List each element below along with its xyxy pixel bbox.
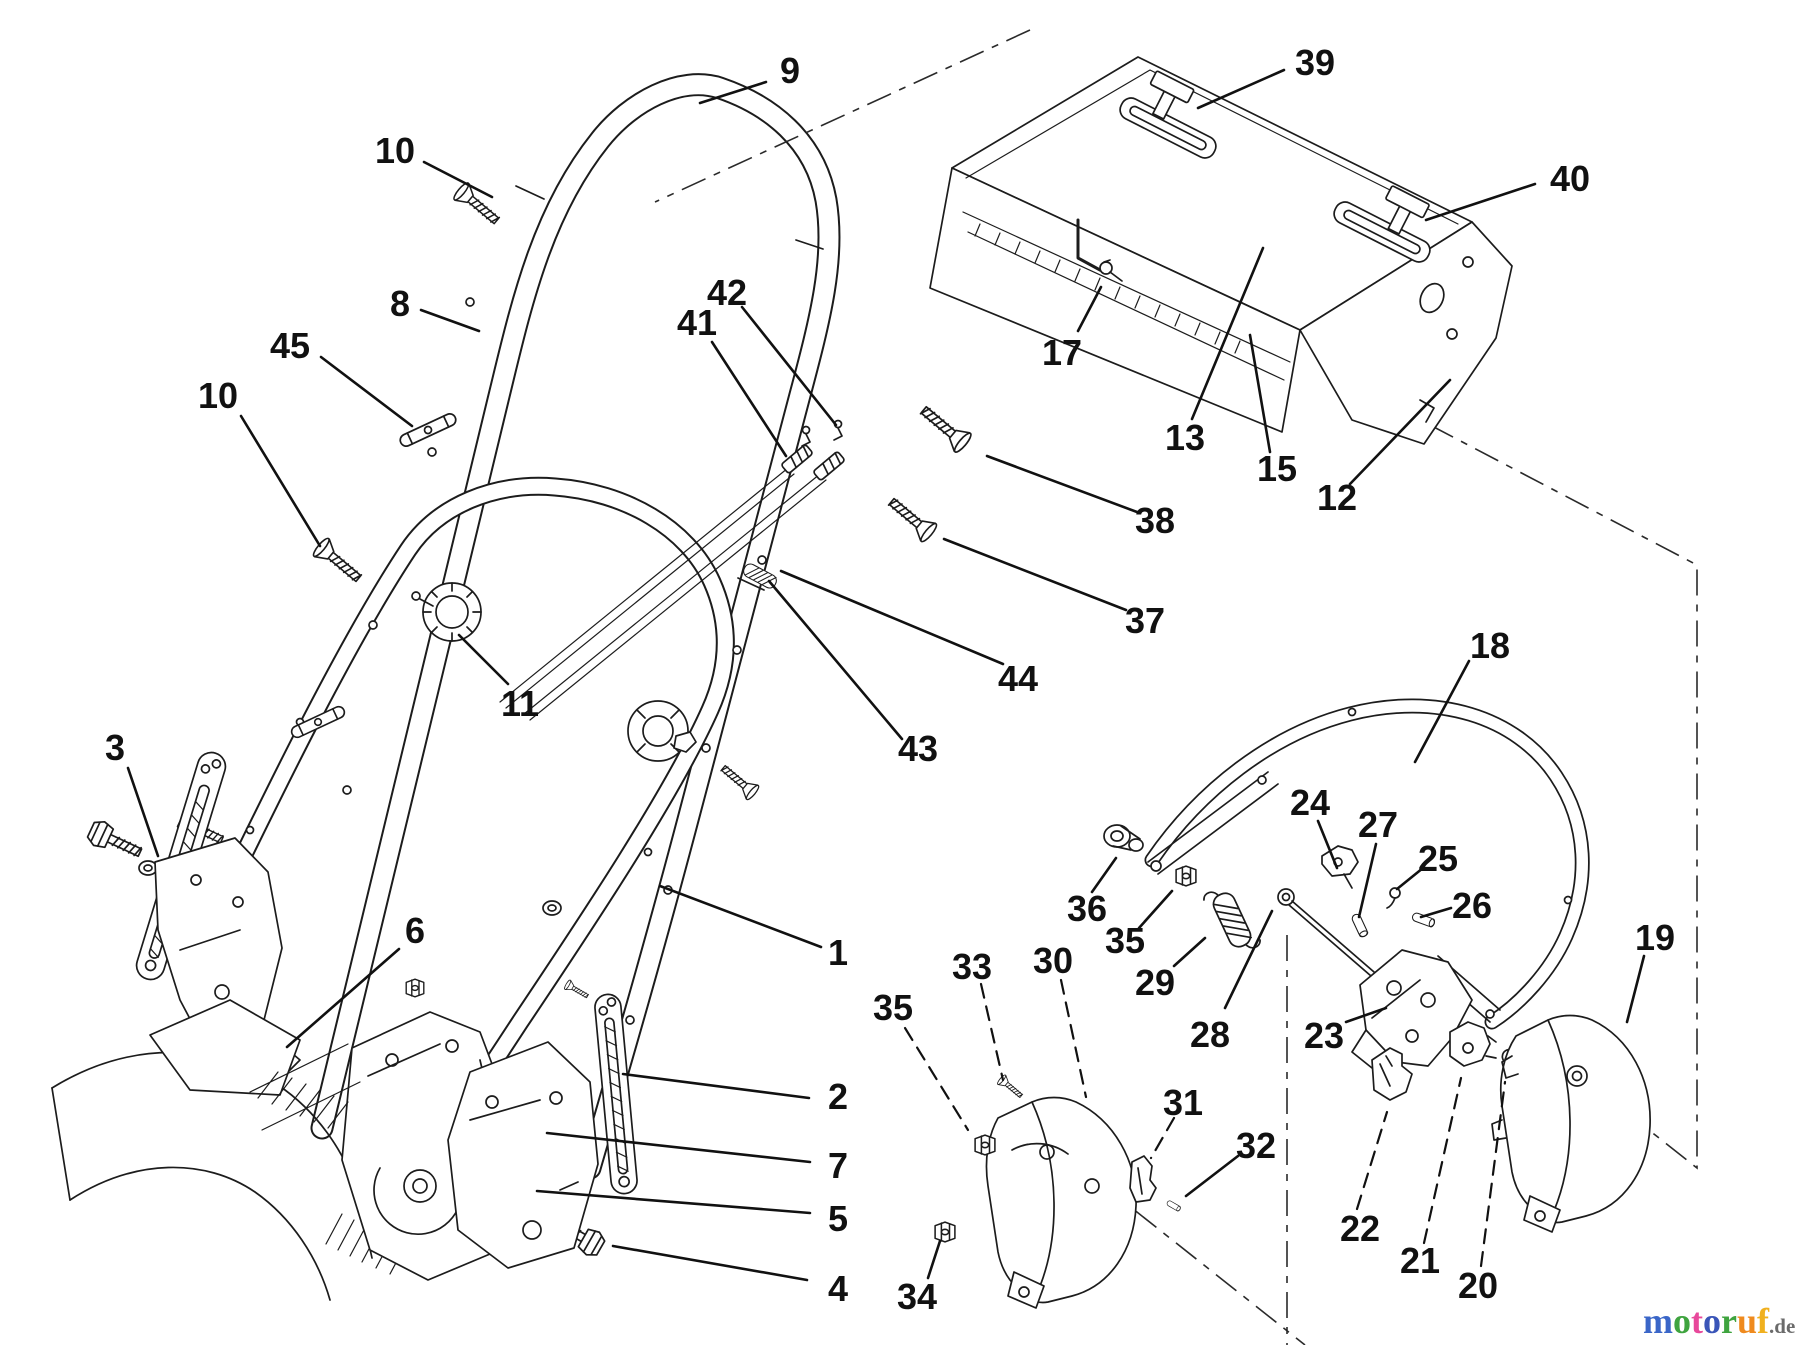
part-label-39: 39 (1294, 42, 1336, 83)
deck-mount-bracket-left (150, 838, 300, 1095)
leader-line-22 (1357, 1112, 1387, 1209)
part-label-12: 12 (1316, 477, 1358, 518)
screw-small-leg (564, 979, 591, 1001)
part-label-27: 27 (1357, 804, 1399, 845)
part-label-1: 1 (827, 932, 849, 973)
part-label-3: 3 (104, 727, 126, 768)
part-label-9: 9 (779, 50, 801, 91)
part-label-40: 40 (1549, 158, 1591, 199)
part-label-35-left: 35 (872, 987, 914, 1028)
screw-37 (884, 493, 938, 544)
part-label-2: 2 (827, 1076, 849, 1117)
leader-line-21 (1424, 1078, 1461, 1243)
leader-line-27 (1359, 844, 1376, 917)
part-label-36: 36 (1066, 888, 1108, 929)
leader-line-31 (1151, 1118, 1174, 1158)
part-label-21: 21 (1399, 1240, 1441, 1281)
clamp-45-upper (398, 412, 457, 448)
bolt-strap3-a (85, 818, 145, 864)
part-label-35-right: 35 (1104, 920, 1146, 961)
leader-line-40 (1426, 184, 1535, 220)
leader-line-43 (769, 581, 902, 739)
control-cables (500, 421, 845, 721)
part-label-24: 24 (1289, 782, 1331, 823)
part-label-19: 19 (1634, 917, 1676, 958)
part-label-8: 8 (389, 283, 411, 324)
handle-knob-ring (628, 701, 696, 761)
part-label-43: 43 (897, 728, 939, 769)
leader-line-26 (1421, 908, 1451, 917)
part-label-18: 18 (1469, 625, 1511, 666)
part-label-37: 37 (1124, 600, 1166, 641)
part-label-38: 38 (1134, 500, 1176, 541)
leader-line-38 (987, 456, 1137, 512)
part-label-15: 15 (1256, 448, 1298, 489)
part-label-34: 34 (896, 1276, 938, 1317)
part-label-22: 22 (1339, 1208, 1381, 1249)
leader-line-39 (1198, 70, 1284, 108)
part-label-42: 42 (706, 272, 748, 313)
cable-fitting-42 (813, 451, 845, 481)
part-label-45: 45 (269, 325, 311, 366)
leader-line-32 (1186, 1156, 1238, 1196)
nut-35-right (1176, 866, 1196, 886)
control-console-box (930, 57, 1512, 444)
part-label-26: 26 (1451, 885, 1493, 926)
leader-line-2 (623, 1074, 809, 1098)
lower-handle-18 (1148, 706, 1582, 1022)
part-label-17: 17 (1041, 332, 1083, 373)
leader-line-3 (128, 768, 158, 856)
part-label-41: 41 (676, 302, 718, 343)
leader-line-19 (1627, 956, 1644, 1022)
part-label-4: 4 (827, 1268, 849, 1309)
pin-32 (1166, 1200, 1181, 1212)
leader-line-35-left (905, 1028, 968, 1130)
screw-mid-handle (717, 761, 760, 801)
latch-24 (1322, 846, 1358, 888)
part-label-11: 11 (500, 683, 540, 724)
leader-line-37 (944, 539, 1126, 610)
leader-line-45 (321, 357, 412, 426)
bushing-36 (1104, 825, 1143, 851)
part-label-25: 25 (1417, 838, 1459, 879)
leader-line-44 (781, 571, 1003, 664)
leader-line-36 (1092, 858, 1116, 892)
nut-strap (406, 979, 424, 997)
pin-25 (1387, 888, 1400, 908)
part-label-23: 23 (1303, 1015, 1345, 1056)
handle-knob-11 (412, 583, 481, 641)
watermark-logo: motoruf.de (1643, 1301, 1796, 1341)
nut-35-left (975, 1135, 995, 1155)
spring-29 (1202, 881, 1262, 958)
lever-31 (1130, 1156, 1156, 1202)
screw-33 (996, 1074, 1025, 1101)
leader-line-8 (421, 310, 479, 331)
leader-line-30 (1061, 980, 1086, 1097)
leader-line-41 (712, 342, 786, 456)
leader-line-29 (1174, 938, 1205, 966)
upper-handle-tube (322, 85, 829, 1168)
leader-line-33 (981, 984, 1003, 1080)
part-label-10-top: 10 (374, 130, 416, 171)
screw-38 (916, 401, 973, 454)
part-label-32: 32 (1235, 1125, 1277, 1166)
part-label-28: 28 (1189, 1014, 1231, 1055)
height-adjuster-housing-30 (935, 1074, 1181, 1308)
part-label-44: 44 (997, 658, 1039, 699)
part-label-30: 30 (1032, 940, 1074, 981)
leader-line-10-mid (241, 416, 320, 546)
part-label-10-mid: 10 (197, 375, 239, 416)
part-label-6: 6 (404, 910, 426, 951)
nut-34 (935, 1222, 955, 1242)
leader-line-20 (1481, 1082, 1505, 1266)
part-label-7: 7 (827, 1145, 849, 1186)
part-label-13: 13 (1164, 417, 1206, 458)
part-label-29: 29 (1134, 962, 1176, 1003)
leader-line-11 (459, 635, 508, 684)
part-label-33: 33 (951, 946, 993, 987)
leader-line-1 (660, 886, 821, 947)
washer-leg (543, 901, 561, 915)
leader-line-34 (928, 1241, 940, 1278)
part-label-31: 31 (1162, 1082, 1204, 1123)
leader-line-4 (613, 1246, 807, 1280)
part-label-5: 5 (827, 1198, 849, 1239)
height-adjuster-housing-19 (1492, 1016, 1650, 1233)
pivot-bracket-right (448, 1042, 598, 1268)
part-label-20: 20 (1457, 1265, 1499, 1306)
cable-end-41 (803, 427, 810, 434)
